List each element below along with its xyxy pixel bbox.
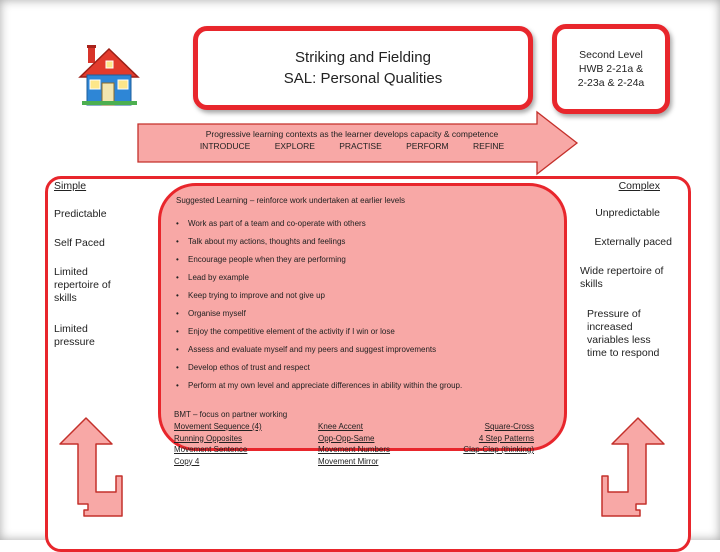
bullet-dot: • [176,255,179,264]
left-item-limited-pressure: Limited pressure [54,323,95,348]
right-item-unpredictable: Unpredictable [595,207,660,219]
bullet-dot: • [176,381,179,390]
bent-arrow-left-icon[interactable] [58,416,124,520]
bmt-link-copy-4[interactable]: Copy 4 [174,456,200,466]
title-line-1: Striking and Fielding [295,49,431,66]
bmt-column-3 [452,421,534,456]
bullet-dot: • [176,345,179,354]
learning-item-text: Lead by example [188,273,249,282]
bullet-dot: • [176,327,179,336]
learning-item [176,381,462,390]
bmt-heading: BMT – focus on partner working [174,410,288,419]
bullet-dot: • [176,291,179,300]
level-box [552,24,670,114]
learning-item [176,219,366,228]
learning-item-text: Enjoy the competitive element of the activity if I win or lose [188,327,395,336]
bmt-link-opp-opp-same[interactable]: Opp-Opp-Same [318,433,375,443]
bmt-link-knee-accent[interactable]: Knee Accent [318,422,363,431]
stage-introduce: INTRODUCE [199,141,251,151]
stage-refine: REFINE [473,141,505,151]
learning-item-text: Work as part of a team and co-operate with others [188,219,366,228]
right-item-pressure: Pressure of increased variables less time to respond [587,308,660,359]
stage-perform: PERFORM [406,141,449,151]
learning-item-text: Assess and evaluate myself and my peers and suggest improvements [188,345,437,354]
title-line-2: SAL: Personal Qualities [283,70,443,87]
progression-text-block [148,128,556,152]
bmt-link-movement-sentence[interactable]: Movement Sentence [174,445,248,454]
learning-item [176,291,325,300]
stage-practise: PRACTISE [339,141,382,151]
left-item-predictable: Predictable [54,208,107,220]
bmt-link-4-step-patterns[interactable]: 4 Step Patterns [478,433,534,443]
learning-item [176,327,395,336]
house-icon[interactable] [78,43,140,107]
bmt-link-movement-sequence[interactable]: Movement Sequence (4) [174,422,262,431]
stage-explore: EXPLORE [274,141,315,151]
left-item-limited-repertoire: Limited repertoire of skills [54,266,111,304]
progression-stages [148,140,556,152]
learning-item-text: Organise myself [188,309,246,318]
right-item-externally-paced: Externally paced [594,236,672,248]
complex-heading: Complex [618,180,660,192]
bullet-dot: • [176,273,179,282]
learning-item [176,237,345,246]
level-line-2: HWB 2-21a & [578,63,644,75]
bmt-link-movement-mirror[interactable]: Movement Mirror [318,456,379,466]
learning-item [176,255,346,264]
bmt-link-clap-clap[interactable]: Clap-Clap (thinking) [463,445,534,454]
bullet-dot: • [176,237,179,246]
learning-item-text: Talk about my actions, thoughts and feelings [188,237,346,246]
bmt-link-square-cross[interactable]: Square-Cross [484,422,534,431]
learning-item [176,309,246,318]
title-box [193,26,533,110]
simple-heading: Simple [54,180,87,192]
right-item-wide-repertoire: Wide repertoire of skills [580,265,664,290]
learning-item [176,363,310,372]
progression-text: Progressive learning contexts as the learner develops capacity & competence [205,129,499,139]
bullet-dot: • [176,309,179,318]
learning-item-text: Develop ethos of trust and respect [188,363,310,372]
bullet-dot: • [176,219,179,228]
learning-item [176,345,436,354]
learning-item [176,273,249,282]
learning-item-text: Keep trying to improve and not give up [188,291,325,300]
bullet-dot: • [176,363,179,372]
learning-item-text: Encourage people when they are performing [188,255,346,264]
bmt-column-2 [318,421,390,467]
bent-arrow-right-icon[interactable] [600,416,666,520]
left-item-self-paced: Self Paced [54,237,105,249]
learning-item-text: Perform at my own level and appreciate differences in ability within the group. [188,381,463,390]
suggested-learning-heading: Suggested Learning – reinforce work undertaken at earlier levels [176,196,406,205]
bmt-link-running-opposites[interactable]: Running Opposites [174,433,243,443]
bmt-link-movement-numbers[interactable]: Movement Numbers [318,445,391,454]
level-line-1: Second Level [579,49,643,61]
level-line-3: 2-23a & 2-24a [577,77,645,89]
bmt-column-1 [174,421,262,467]
